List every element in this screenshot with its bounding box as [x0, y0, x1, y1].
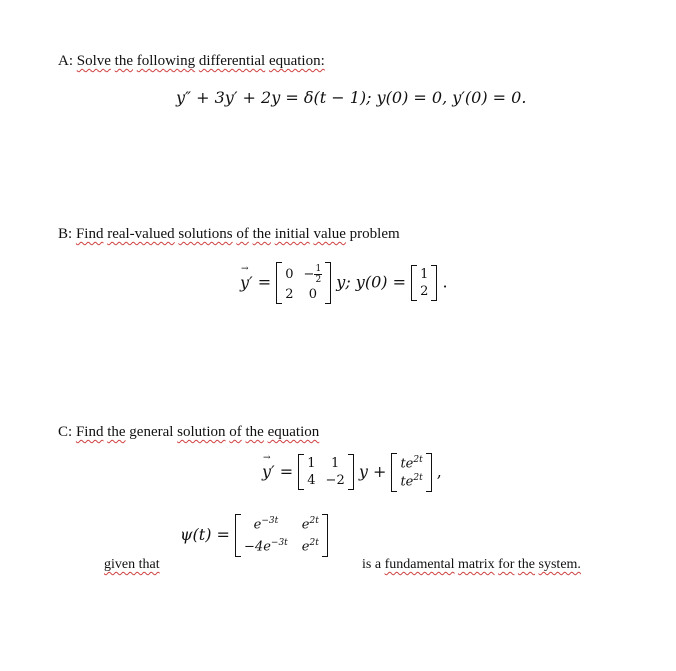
word: matrix: [458, 557, 495, 572]
initial-vector: [411, 265, 437, 301]
word: equation:: [268, 53, 325, 69]
problem-b-label: B:: [58, 226, 73, 242]
fundamental-matrix: [180, 514, 328, 557]
problem-a-equation: y″ + 3y′ + 2y = δ(t − 1); y(0) = 0, y′(0) = 0.: [176, 88, 527, 107]
word: real-valued: [107, 226, 175, 242]
forcing-vector: [391, 453, 431, 492]
word: a: [374, 557, 382, 572]
word: Find: [75, 424, 104, 440]
word: the: [245, 424, 264, 440]
given-that-text: given that: [104, 557, 160, 572]
punctuation: .: [442, 272, 448, 292]
word: problem: [349, 226, 400, 242]
word: the: [114, 53, 133, 69]
matrix-cell: 1: [307, 456, 316, 472]
word: solution: [177, 424, 226, 440]
matrix-cell-fraction: − $\frac{1}{2}$: [303, 264, 322, 285]
vector-cell: 2: [420, 284, 429, 299]
plus-term: y +: [358, 461, 387, 481]
problem-b-heading: [58, 225, 400, 243]
word: Find: [75, 226, 104, 242]
matrix-cell: −2: [325, 473, 345, 489]
matrix-cell: $e^{2t}$: [301, 516, 319, 533]
coefficient-matrix: [276, 262, 331, 304]
word: for: [498, 557, 515, 572]
word: fundamental: [384, 557, 455, 572]
initial-condition-text: y; y(0) =: [336, 272, 406, 292]
word: differential: [198, 53, 266, 69]
matrix-cell: 2: [285, 287, 294, 302]
word: of: [236, 226, 249, 242]
word: the: [517, 557, 536, 572]
matrix-cell: 0: [285, 267, 294, 282]
vector-cell: $te^{2t}$: [400, 473, 423, 490]
vector-cell: 1: [420, 267, 429, 282]
problem-c-system: [262, 453, 442, 492]
matrix-cell: $-4e^{-3t}$: [244, 538, 288, 555]
lhs-vector: → y′: [240, 273, 253, 292]
word: system.: [538, 557, 581, 572]
word: solutions: [178, 226, 233, 242]
problem-a-heading: [58, 52, 325, 70]
psi-matrix: [235, 514, 328, 557]
lhs-vector: → y′: [262, 462, 275, 481]
equals-sign: =: [279, 461, 294, 481]
matrix-cell: $e^{2t}$: [301, 538, 319, 555]
word: initial: [274, 226, 310, 242]
matrix-cell: 0: [308, 287, 317, 302]
word: is: [362, 557, 372, 572]
word: Solve: [76, 53, 111, 69]
problem-b-system: [240, 262, 448, 304]
matrix-cell: 1: [330, 456, 340, 472]
punctuation: ,: [436, 461, 442, 481]
word: value: [313, 226, 346, 242]
word: equation: [267, 424, 320, 440]
matrix-cell: 4: [307, 473, 316, 489]
problem-c-heading: [58, 423, 319, 441]
coefficient-matrix: [298, 454, 353, 490]
matrix-cell: $e^{-3t}$: [253, 516, 279, 533]
fundamental-matrix-caption: [362, 556, 581, 574]
word: the: [107, 424, 126, 440]
word: general: [129, 424, 174, 440]
equals-sign: =: [257, 272, 272, 292]
vector-cell: $te^{2t}$: [400, 455, 423, 472]
word: the: [252, 226, 271, 242]
psi-label: ψ(t) =: [180, 524, 230, 544]
problem-c-label: C:: [58, 424, 73, 440]
problem-a-label: A:: [58, 53, 73, 69]
word: following: [136, 53, 196, 69]
word: of: [229, 424, 242, 440]
